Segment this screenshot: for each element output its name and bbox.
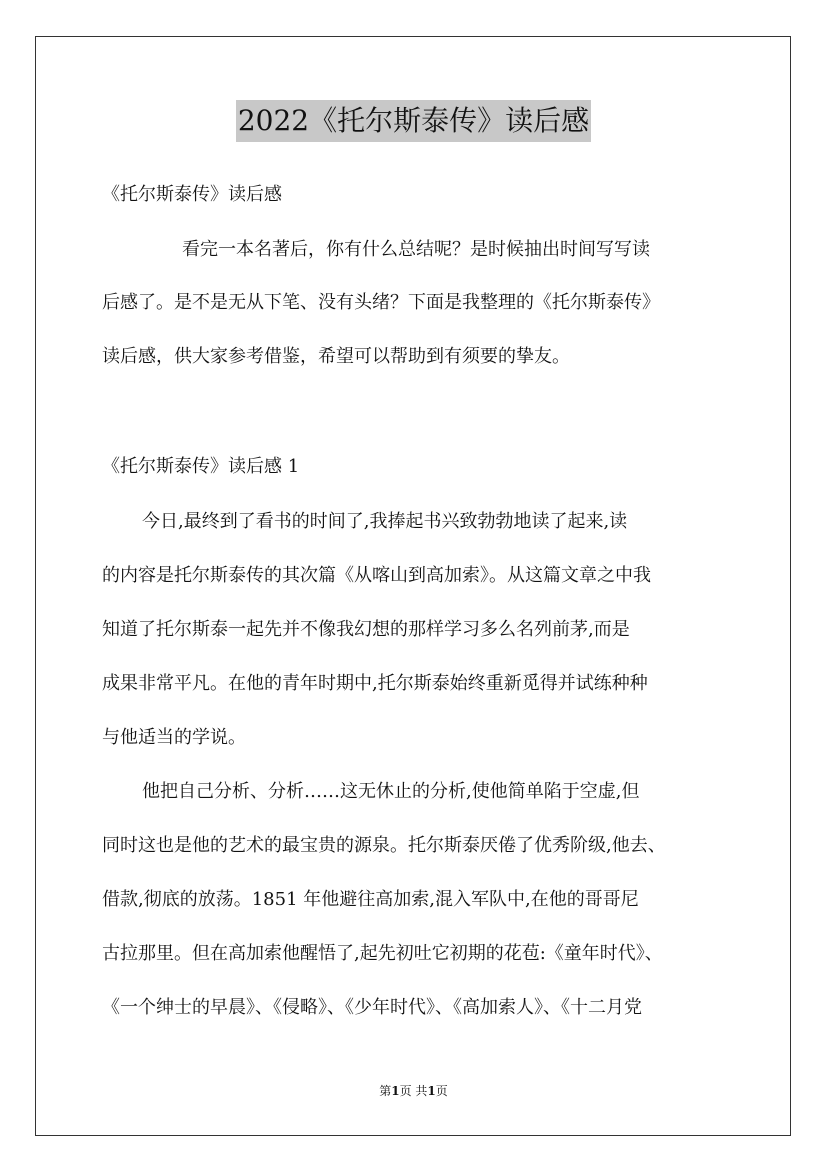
section1-line-2: 的内容是托尔斯泰传的其次篇《从喀山到高加索》。从这篇文章之中我 bbox=[102, 565, 651, 586]
subtitle: 《托尔斯泰传》读后感 bbox=[102, 184, 282, 205]
footer-page-prefix: 第 bbox=[379, 1084, 392, 1098]
section1-line-4: 成果非常平凡。在他的青年时期中,托尔斯泰始终重新觅得并试练种种 bbox=[102, 673, 648, 694]
title-container bbox=[0, 100, 827, 142]
section1-line-6: 他把自己分析、分析……这无休止的分析,使他简单陷于空虚,但 bbox=[142, 781, 640, 802]
section1-line-9: 古拉那里。但在高加索他醒悟了,起先初吐它初期的花苞:《童年时代》、 bbox=[102, 943, 663, 964]
page-footer bbox=[0, 1083, 827, 1099]
section1-line-1: 今日,最终到了看书的时间了,我捧起书兴致勃勃地读了起来,读 bbox=[142, 511, 628, 532]
section1-line-7: 同时这也是他的艺术的最宝贵的源泉。托尔斯泰厌倦了优秀阶级,他去、 bbox=[102, 835, 666, 856]
footer-page-mid: 页 共 bbox=[399, 1084, 428, 1098]
section1-line-5: 与他适当的学说。 bbox=[102, 727, 246, 748]
section1-line-10: 《一个绅士的早晨》、《侵略》、《少年时代》、《高加索人》、《十二月党 bbox=[102, 997, 642, 1018]
intro-line-1: 看完一本名著后，你有什么总结呢？是时候抽出时间写写读 bbox=[182, 239, 650, 260]
document-title: 2022《托尔斯泰传》读后感 bbox=[236, 100, 591, 142]
intro-line-3: 读后感，供大家参考借鉴，希望可以帮助到有须要的挚友。 bbox=[102, 346, 570, 367]
footer-page-suffix: 页 bbox=[435, 1084, 448, 1098]
intro-line-2: 后感了。是不是无从下笔、没有头绪？下面是我整理的《托尔斯泰传》 bbox=[102, 292, 660, 313]
section1-heading: 《托尔斯泰传》读后感 1 bbox=[102, 456, 300, 477]
section1-line-8: 借款,彻底的放荡。1851 年他避往高加索,混入军队中,在他的哥哥尼 bbox=[102, 889, 639, 910]
footer-page-number: 1 bbox=[391, 1084, 400, 1098]
section1-line-3: 知道了托尔斯泰一起先并不像我幻想的那样学习多么名列前茅,而是 bbox=[102, 619, 630, 640]
footer-page-total: 1 bbox=[427, 1084, 436, 1098]
